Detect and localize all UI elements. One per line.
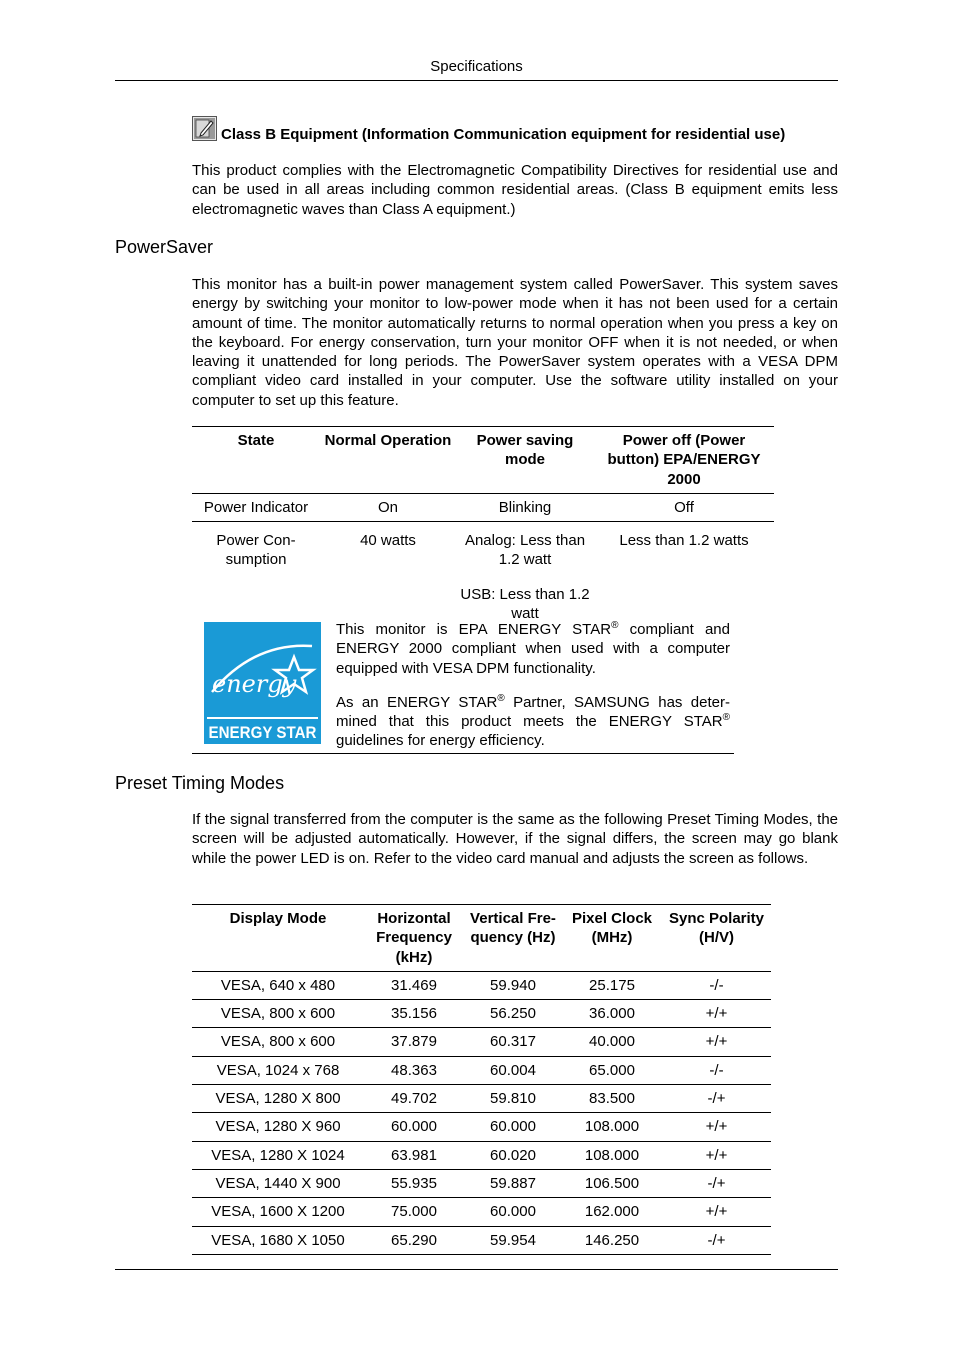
- header-cell: Display Mode: [229, 910, 327, 927]
- powersaver-heading: PowerSaver: [115, 237, 214, 257]
- cell: 60.000: [391, 1118, 437, 1136]
- cell: -/-: [709, 1061, 724, 1079]
- preset-table-header: [192, 905, 771, 972]
- cell: -/+: [707, 1231, 726, 1249]
- energy-text-span: compliant and ENERGY 2000 compliant when used with a computer equipped with VESA DPM functionality.: [336, 621, 730, 677]
- cell: 60.004: [490, 1061, 536, 1079]
- table-row: [192, 971, 771, 999]
- cell: 36.000: [589, 1005, 635, 1023]
- header-cell: State: [237, 432, 275, 449]
- cell: 146.250: [584, 1231, 640, 1249]
- preset-timing-table: [192, 904, 771, 1255]
- table-row: [192, 1085, 771, 1113]
- cell: VESA, 800 x 600: [220, 1033, 336, 1051]
- cell: Less than 1.2 watts: [619, 532, 749, 550]
- cell: 40 watts: [360, 532, 416, 550]
- cell: -/-: [709, 976, 724, 994]
- cell: VESA, 1440 X 900: [215, 1174, 341, 1192]
- cell: 108.000: [584, 1146, 640, 1164]
- cell: +/+: [705, 1146, 728, 1164]
- cell: 56.250: [490, 1005, 536, 1023]
- cell: +/+: [705, 1033, 728, 1051]
- energy-star-box: [192, 612, 734, 754]
- header-cell: Sync Polarity (H/V): [668, 910, 765, 947]
- cell: VESA, 1280 X 1024: [211, 1146, 345, 1164]
- page-header-title: Specifications: [430, 58, 523, 75]
- cell: 59.887: [490, 1174, 536, 1192]
- note-body: This product complies with the Electromagnetic Compatibility Directives for residential use and can be used in all areas including common residential areas. (Class B equipment emits less electromagnetic waves than Class A equipment.): [192, 162, 838, 218]
- header-cell: Pixel Clock (MHz): [571, 910, 653, 947]
- energy-paragraph-2: [336, 693, 730, 751]
- table-row: [192, 1056, 771, 1084]
- energy-text-span: This monitor is EPA ENERGY STAR: [336, 621, 612, 638]
- cell: On: [377, 498, 398, 516]
- energy-star-text: [336, 620, 730, 766]
- energy-star-label: ENERGY STAR: [208, 723, 317, 742]
- table-row: [192, 1113, 771, 1141]
- cell: 59.940: [490, 976, 536, 994]
- cell: 60.020: [490, 1146, 536, 1164]
- cell: 49.702: [391, 1090, 437, 1108]
- cell: 65.290: [391, 1231, 437, 1249]
- energy-text-span: Partner, SAMSUNG has deter-mined that this product meets the ENERGY STAR: [336, 693, 730, 731]
- power-table-header: [192, 427, 774, 494]
- cell: 63.981: [391, 1146, 437, 1164]
- cell: 108.000: [584, 1118, 640, 1136]
- cell: 60.000: [490, 1203, 536, 1221]
- saving-analog: Analog: Less than 1.2 watt: [464, 532, 586, 569]
- table-row: [192, 493, 774, 521]
- cell: 40.000: [589, 1033, 635, 1051]
- header-cell: Power saving mode: [476, 432, 574, 469]
- cell: 59.810: [490, 1090, 536, 1108]
- cell: 65.000: [589, 1061, 635, 1079]
- cell: +/+: [705, 1118, 728, 1136]
- cell: VESA, 1680 X 1050: [211, 1231, 345, 1249]
- cell: VESA, 1280 X 800: [215, 1090, 341, 1108]
- table-row: [192, 1000, 771, 1028]
- cell: 83.500: [589, 1090, 635, 1108]
- header-divider: [115, 80, 838, 81]
- note-pencil-icon: [192, 116, 217, 141]
- cell: 162.000: [584, 1203, 640, 1221]
- table-row: [192, 1141, 771, 1169]
- cell: -/+: [707, 1090, 726, 1108]
- cell: VESA, 1280 X 960: [215, 1118, 341, 1136]
- note-title: Class B Equipment (Information Communication equipment for residential use): [221, 126, 786, 143]
- cell: Blinking: [498, 498, 552, 516]
- energy-star-logo: [204, 622, 321, 744]
- cell: 31.469: [391, 976, 437, 994]
- registered-mark: ®: [722, 712, 730, 724]
- cell: 48.363: [391, 1061, 437, 1079]
- table-row: [192, 1226, 771, 1254]
- header-cell: Vertical Fre-quency (Hz): [470, 910, 556, 947]
- cell: Power Indicator: [203, 498, 309, 516]
- header-cell: Horizontal Frequency (kHz): [376, 910, 452, 966]
- registered-mark: ®: [611, 620, 619, 631]
- power-table: [192, 426, 774, 627]
- header-cell: Normal Operation: [324, 432, 452, 449]
- cell: VESA, 1024 x 768: [216, 1061, 340, 1079]
- cell: -/+: [707, 1174, 726, 1192]
- energy-text-span: As an ENERGY STAR: [336, 693, 498, 711]
- preset-heading: Preset Timing Modes: [115, 773, 285, 793]
- cell: 59.954: [490, 1231, 536, 1249]
- energy-script-text: energy: [212, 670, 297, 698]
- cell: VESA, 1600 X 1200: [211, 1203, 345, 1221]
- cell: 60.317: [490, 1033, 536, 1051]
- header-cell: Power off (Power button) EPA/ENERGY 2000: [607, 432, 761, 488]
- energy-text-span: guidelines for energy efficiency.: [336, 732, 545, 750]
- cell: 35.156: [391, 1005, 437, 1023]
- cell: 37.879: [391, 1033, 437, 1051]
- table-row: [192, 1169, 771, 1197]
- cell: VESA, 800 x 600: [220, 1005, 336, 1023]
- cell: Off: [674, 498, 694, 516]
- cell: Power Con-sumption: [216, 532, 296, 569]
- cell: 75.000: [391, 1203, 437, 1221]
- energy-paragraph-1: [336, 620, 730, 678]
- cell: 25.175: [589, 976, 635, 994]
- cell: +/+: [705, 1203, 728, 1221]
- registered-mark: ®: [497, 692, 505, 704]
- cell: 55.935: [391, 1174, 437, 1192]
- preset-body: If the signal transferred from the computer is the same as the following Preset Timing Modes, the screen will be adjusted automatically. However, if the signal differs, the screen may go blank while the power LED is on. Refer to the video card manual and adjusts the screen as follows.: [192, 811, 838, 867]
- cell: 60.000: [490, 1118, 536, 1136]
- table-row: [192, 1028, 771, 1056]
- saving-usb: USB: Less than 1.2 watt: [460, 585, 590, 623]
- cell: +/+: [705, 1005, 728, 1023]
- footer-divider: [115, 1269, 838, 1270]
- cell: 106.500: [584, 1174, 640, 1192]
- cell: VESA, 640 x 480: [220, 976, 336, 994]
- table-row: [192, 1198, 771, 1226]
- powersaver-body: This monitor has a built-in power management system called PowerSaver. This system saves energy by switching your monitor to low-power mode when it has not been used for a certain amount of time. The monitor automatically returns to normal operation when you press a key on the keyboard. For energy conservation, turn your monitor OFF when it is not needed, or when leaving it unattended for long periods. The PowerSaver system operates with a VESA DPM compliant video card installed in your computer. Use the software utility installed on your computer to set up this feature.: [192, 276, 838, 409]
